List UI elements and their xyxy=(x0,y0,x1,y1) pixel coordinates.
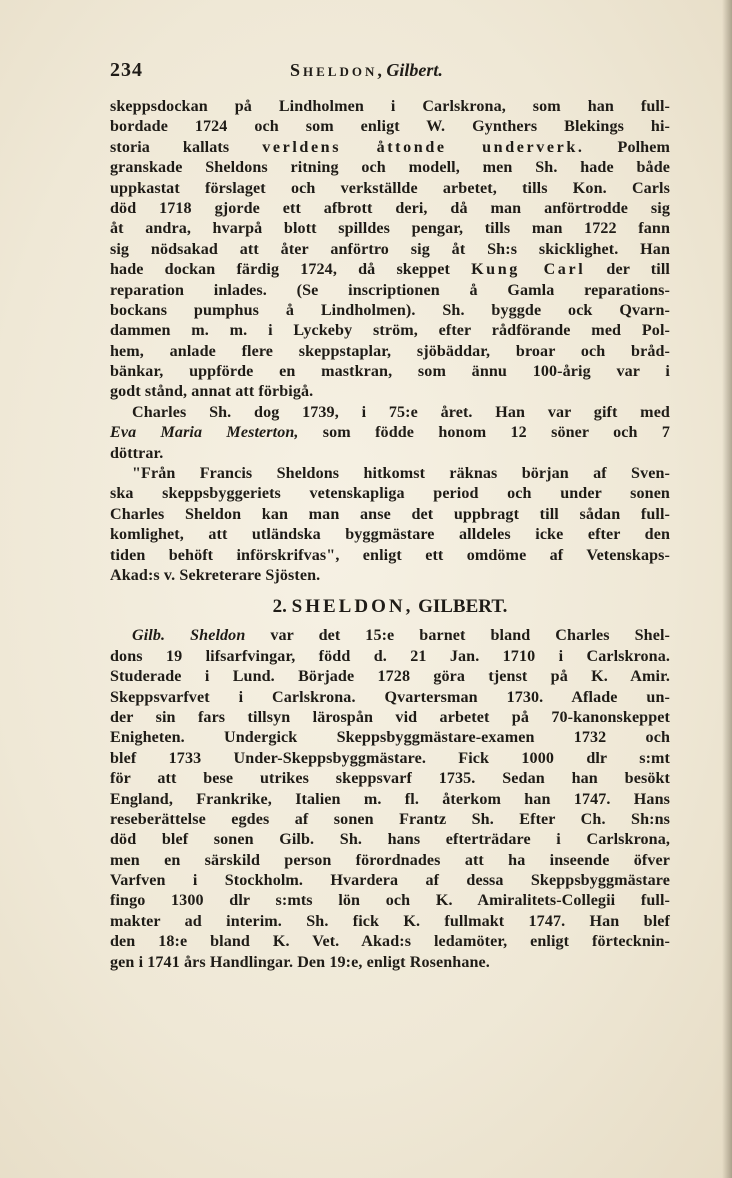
text-line: död 1718 gjorde ett afbrott deri, då man anförtrodde sig xyxy=(110,199,670,217)
text-line: den 18:e bland K. Vet. Akad:s ledamöter, enligt förtecknin- xyxy=(110,933,670,951)
text-line: gen i 1741 års Handlingar. Den 19:e, enligt Rosenhane. xyxy=(110,953,490,971)
text-line: ska skeppsbyggeriets vetenskapliga period och under sonen xyxy=(110,485,670,503)
text-block xyxy=(110,97,670,973)
running-head-given-name: Gilbert. xyxy=(386,60,443,80)
text-segment: der till xyxy=(585,261,670,279)
text-line: döttrar. xyxy=(110,444,164,462)
text-line: komlighet, att utländska byggmästare alldeles icke efter den xyxy=(110,526,670,544)
page-edge-shadow xyxy=(722,0,732,1178)
text-line: der sin fars tillsyn lärospån vid arbetet på 70-kanonskeppet xyxy=(110,708,670,726)
text-line: bockans pumphus å Lindholmen). Sh. byggde ock Qvarn- xyxy=(110,301,670,319)
running-head: Sheldon, Gilbert. xyxy=(290,60,443,80)
text-line: granskade Sheldons ritning och modell, men Sh. hade både xyxy=(110,159,670,177)
text-line: blef 1733 Under-Skeppsbyggmästare. Fick 1000 dlr s:mt xyxy=(110,749,670,767)
text-segment: storia kallats xyxy=(110,138,263,156)
text-line: England, Frankrike, Italien m. fl. återkom han 1747. Hans xyxy=(110,790,670,808)
text-line: men en särskild person förordnades att ha inseende öfver xyxy=(110,851,670,869)
text-line: tiden behöft införskrifvas", enligt ett omdöme af Vetenskaps- xyxy=(110,546,670,564)
text-line: reparation inlades. (Se inscriptionen å Gamla reparations- xyxy=(110,281,670,299)
text-segment: hade dockan färdig 1724, då skeppet xyxy=(110,261,472,279)
text-segment: Polhem xyxy=(584,138,670,156)
text-line: bänkar, uppförde en mastkran, som ännu 100-årig var i xyxy=(110,363,670,381)
text-line: godt stånd, annat att förbigå. xyxy=(110,383,314,401)
spaced-emphasis: Kung Carl xyxy=(471,261,586,279)
text-line: Charles Sheldon kan man anse det uppbragt till sådan full- xyxy=(110,505,670,523)
text-line: uppkastat förslaget och verkställde arbetet, tills Kon. Carls xyxy=(110,179,670,197)
text-line: Enigheten. Undergick Skeppsbyggmästare-examen 1732 och xyxy=(110,729,670,747)
section-given-name: GILBERT. xyxy=(418,596,508,618)
italic-name: Gilb. Sheldon xyxy=(132,627,246,645)
running-head-surname: Sheldon xyxy=(290,60,378,80)
text-line: Varfven i Stockholm. Hvardera af dessa Skeppsbyggmästare xyxy=(110,872,670,890)
text-line xyxy=(110,423,670,443)
section-heading xyxy=(110,592,670,622)
page-header xyxy=(110,59,670,85)
text-line: Charles Sh. dog 1739, i 75:e året. Han var gift med xyxy=(132,403,670,421)
text-segment: som födde honom 12 söner och 7 xyxy=(298,424,670,442)
italic-name: Eva Maria Mesterton, xyxy=(110,424,299,442)
text-line: Skeppsvarfvet i Carlskrona. Qvartersman 1730. Aflade un- xyxy=(110,688,670,706)
paragraph-4 xyxy=(110,626,670,973)
paragraph-1 xyxy=(110,97,670,403)
page-number: 234 xyxy=(110,59,143,81)
text-line: skeppsdockan på Lindholmen i Carlskrona, som han full- xyxy=(110,98,670,115)
text-line: bordade 1724 och som enligt W. Gynthers Blekings hi- xyxy=(110,118,670,136)
text-line: sig nödsakad att åter anförtro sig åt Sh:s skicklighet. Han xyxy=(110,240,670,258)
text-line: hem, anlade flere skeppstaplar, sjöbäddar, broar och bråd- xyxy=(110,342,670,360)
paragraph-3 xyxy=(110,464,670,586)
text-segment: var det 15:e barnet bland Charles Shel- xyxy=(245,627,670,645)
text-line: död blef sonen Gilb. Sh. hans efterträdare i Carlskrona, xyxy=(110,831,670,849)
text-line: makter ad interim. Sh. fick K. fullmakt 1747. Han blef xyxy=(110,912,670,930)
text-line: fingo 1300 dlr s:mts lön och K. Amiralitets-Collegii full- xyxy=(110,892,670,910)
text-line: reseberättelse egdes af sonen Frantz Sh. Efter Ch. Sh:ns xyxy=(110,810,670,828)
text-line xyxy=(110,626,670,646)
text-line xyxy=(110,260,670,280)
text-line: Studerade i Lund. Började 1728 göra tjenst på K. Amir. xyxy=(110,668,670,686)
text-line: Akad:s v. Sekreterare Sjösten. xyxy=(110,566,321,584)
text-line xyxy=(110,138,670,158)
text-line: för att bese utrikes skeppsvarf 1735. Sedan han besökt xyxy=(110,770,670,788)
section-number: 2. xyxy=(272,596,287,618)
paragraph-2 xyxy=(110,403,670,464)
text-line: dammen m. m. i Lyckeby ström, efter rådförande med Pol- xyxy=(110,322,670,340)
text-line: dons 19 lifsarfvingar, född d. 21 Jan. 1710 i Carlskrona. xyxy=(110,647,670,665)
text-line: åt andra, hvarpå blott spilldes pengar, tills man 1722 fann xyxy=(110,220,670,238)
section-name: SHELDON, xyxy=(291,596,414,618)
text-line: "Från Francis Sheldons hitkomst räknas början af Sven- xyxy=(132,465,670,483)
spaced-emphasis: verldens åttonde underverk. xyxy=(262,138,585,156)
